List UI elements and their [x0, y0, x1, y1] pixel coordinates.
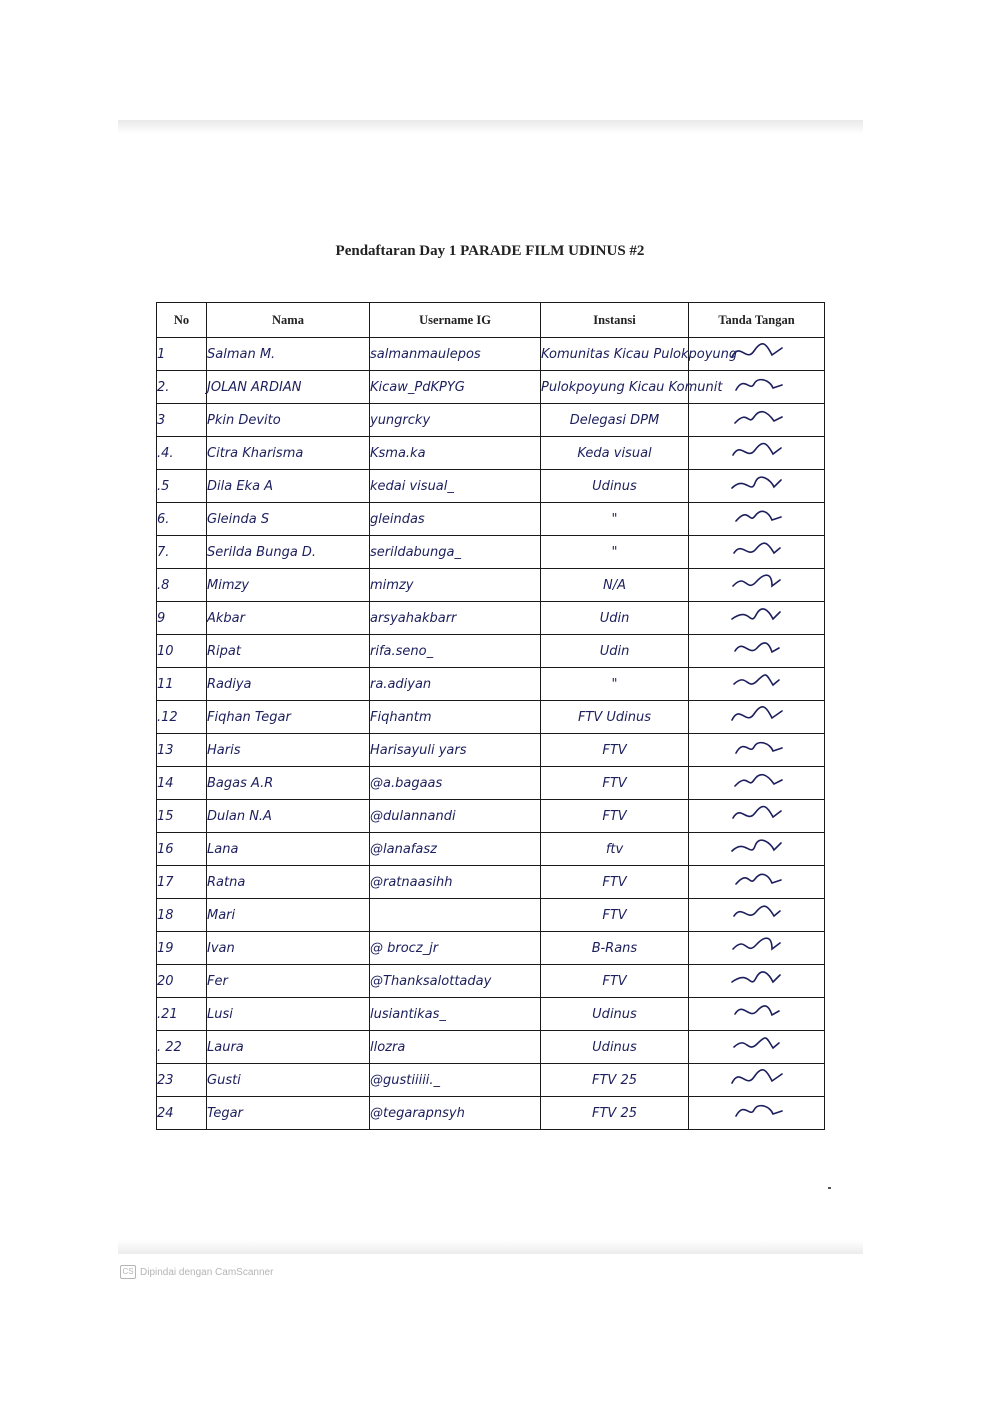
row-instansi: FTV [541, 965, 689, 998]
row-instansi: Pulokpoyung Kicau Komunit [541, 371, 689, 404]
row-username-ig: @a.bagaas [370, 767, 541, 800]
row-number: 17 [157, 866, 207, 899]
table-row [157, 536, 825, 569]
scan-edge-top [118, 120, 863, 134]
row-name: Fiqhan Tegar [207, 701, 370, 734]
signature-scribble [722, 900, 792, 926]
row-instansi: Udinus [541, 1031, 689, 1064]
row-number: 20 [157, 965, 207, 998]
table-row [157, 965, 825, 998]
row-number: .12 [157, 701, 207, 734]
row-signature [689, 899, 825, 932]
row-name: Laura [207, 1031, 370, 1064]
signature-scribble [722, 834, 792, 860]
row-instansi: FTV 25 [541, 1097, 689, 1130]
signature-scribble [722, 702, 792, 728]
row-name: Ripat [207, 635, 370, 668]
table-row [157, 371, 825, 404]
signature-scribble [722, 933, 792, 959]
signature-scribble [722, 339, 792, 365]
column-header-instansi: Instansi [541, 303, 689, 338]
row-signature [689, 437, 825, 470]
table-row [157, 1031, 825, 1064]
row-username-ig: @ratnaasihh [370, 866, 541, 899]
row-name: Mimzy [207, 569, 370, 602]
document-title: Pendaftaran Day 1 PARADE FILM UDINUS #2 [335, 243, 645, 259]
row-number: 19 [157, 932, 207, 965]
signature-scribble [722, 438, 792, 464]
row-number: .5 [157, 470, 207, 503]
row-number: 23 [157, 1064, 207, 1097]
row-username-ig: mimzy [370, 569, 541, 602]
row-number: 1 [157, 338, 207, 371]
signature-scribble [722, 603, 792, 629]
row-instansi: Udinus [541, 998, 689, 1031]
signature-scribble [722, 999, 792, 1025]
row-instansi: FTV [541, 899, 689, 932]
row-signature [689, 635, 825, 668]
row-instansi: N/A [541, 569, 689, 602]
row-username-ig: Harisayuli yars [370, 734, 541, 767]
row-instansi: FTV 25 [541, 1064, 689, 1097]
row-signature [689, 800, 825, 833]
signature-scribble [722, 1065, 792, 1091]
row-name: Akbar [207, 602, 370, 635]
row-name: Mari [207, 899, 370, 932]
table-row [157, 668, 825, 701]
signature-scribble [722, 570, 792, 596]
row-username-ig: Kicaw_PdKPYG [370, 371, 541, 404]
row-signature [689, 1097, 825, 1130]
row-username-ig: Fiqhantm [370, 701, 541, 734]
table-row [157, 1064, 825, 1097]
row-signature [689, 734, 825, 767]
signature-scribble [722, 867, 792, 893]
table-row [157, 998, 825, 1031]
row-username-ig: @gustiiiii._ [370, 1064, 541, 1097]
row-number: 16 [157, 833, 207, 866]
signature-scribble [722, 1098, 792, 1124]
row-instansi: Udin [541, 635, 689, 668]
signature-scribble [722, 471, 792, 497]
row-signature [689, 602, 825, 635]
row-name: Lana [207, 833, 370, 866]
table-row [157, 470, 825, 503]
signature-scribble [722, 1032, 792, 1058]
table-row [157, 833, 825, 866]
table-row [157, 602, 825, 635]
row-username-ig: serildabunga_ [370, 536, 541, 569]
row-instansi: " [541, 503, 689, 536]
row-number: 18 [157, 899, 207, 932]
row-instansi: Udin [541, 602, 689, 635]
row-number: 6. [157, 503, 207, 536]
row-number: 3 [157, 404, 207, 437]
row-username-ig: ra.adiyan [370, 668, 541, 701]
row-username-ig: salmanmaulepos [370, 338, 541, 371]
row-name: Salman M. [207, 338, 370, 371]
table-row [157, 767, 825, 800]
registration-table [156, 302, 825, 1130]
row-number: 10 [157, 635, 207, 668]
row-username-ig: rifa.seno_ [370, 635, 541, 668]
row-name: JOLAN ARDIAN [207, 371, 370, 404]
row-number: 11 [157, 668, 207, 701]
signature-scribble [722, 669, 792, 695]
row-instansi: Keda visual [541, 437, 689, 470]
row-number: 14 [157, 767, 207, 800]
row-username-ig: yungrcky [370, 404, 541, 437]
table-row [157, 932, 825, 965]
table-row [157, 635, 825, 668]
row-name: Bagas A.R [207, 767, 370, 800]
column-header-nama: Nama [207, 303, 370, 338]
row-name: Citra Kharisma [207, 437, 370, 470]
row-username-ig: arsyahakbarr [370, 602, 541, 635]
signature-scribble [722, 405, 792, 431]
row-signature [689, 767, 825, 800]
row-instansi: " [541, 536, 689, 569]
row-instansi: ftv [541, 833, 689, 866]
table-row [157, 437, 825, 470]
row-name: Gusti [207, 1064, 370, 1097]
row-name: Dulan N.A [207, 800, 370, 833]
row-username-ig: @lanafasz [370, 833, 541, 866]
signature-scribble [722, 372, 792, 398]
table-row [157, 866, 825, 899]
table-body [157, 338, 825, 1130]
row-number: 9 [157, 602, 207, 635]
row-name: Pkin Devito [207, 404, 370, 437]
table-row [157, 1097, 825, 1130]
row-name: Tegar [207, 1097, 370, 1130]
row-signature [689, 536, 825, 569]
row-instansi: FTV [541, 800, 689, 833]
row-instansi: " [541, 668, 689, 701]
row-username-ig: @dulannandi [370, 800, 541, 833]
row-instansi: Komunitas Kicau Pulokpoyung [541, 338, 689, 371]
row-number: 7. [157, 536, 207, 569]
row-name: Fer [207, 965, 370, 998]
row-name: Radiya [207, 668, 370, 701]
row-signature [689, 569, 825, 602]
row-username-ig: @ brocz_jr [370, 932, 541, 965]
row-signature [689, 998, 825, 1031]
row-number: 15 [157, 800, 207, 833]
signature-scribble [722, 768, 792, 794]
table-row [157, 503, 825, 536]
row-instansi: Delegasi DPM [541, 404, 689, 437]
camscanner-text: Dipindai dengan CamScanner [140, 1266, 274, 1278]
row-signature [689, 668, 825, 701]
row-signature [689, 404, 825, 437]
signature-scribble [722, 504, 792, 530]
row-name: Lusi [207, 998, 370, 1031]
row-signature [689, 965, 825, 998]
row-username-ig: kedai visual_ [370, 470, 541, 503]
signature-scribble [722, 966, 792, 992]
column-header-tanda-tangan: Tanda Tangan [689, 303, 825, 338]
row-number: 2. [157, 371, 207, 404]
row-username-ig: llozra [370, 1031, 541, 1064]
table-header-row [157, 303, 825, 338]
row-username-ig [370, 899, 541, 932]
row-instansi: FTV [541, 767, 689, 800]
row-number: .8 [157, 569, 207, 602]
signature-scribble [722, 537, 792, 563]
scan-edge-bottom [118, 1240, 863, 1254]
table-row [157, 734, 825, 767]
row-number: 24 [157, 1097, 207, 1130]
row-username-ig: Ksma.ka [370, 437, 541, 470]
row-username-ig: gleindas [370, 503, 541, 536]
row-name: Gleinda S [207, 503, 370, 536]
column-header-no: No [157, 303, 207, 338]
signature-scribble [722, 735, 792, 761]
camscanner-watermark [120, 1265, 273, 1279]
row-instansi: FTV [541, 734, 689, 767]
row-instansi: FTV [541, 866, 689, 899]
signature-scribble [722, 801, 792, 827]
row-name: Ratna [207, 866, 370, 899]
row-instansi: B-Rans [541, 932, 689, 965]
row-username-ig: @Thanksalottaday [370, 965, 541, 998]
row-signature [689, 866, 825, 899]
row-signature [689, 470, 825, 503]
table-row [157, 800, 825, 833]
table-row [157, 338, 825, 371]
row-name: Serilda Bunga D. [207, 536, 370, 569]
row-signature [689, 503, 825, 536]
row-name: Dila Eka A [207, 470, 370, 503]
table-row [157, 701, 825, 734]
row-name: Haris [207, 734, 370, 767]
row-username-ig: lusiantikas_ [370, 998, 541, 1031]
table-row [157, 899, 825, 932]
row-username-ig: @tegarapnsyh [370, 1097, 541, 1130]
row-number: . 22 [157, 1031, 207, 1064]
row-number: 13 [157, 734, 207, 767]
scan-speck [828, 1187, 831, 1189]
column-header-username-ig: Username IG [370, 303, 541, 338]
signature-scribble [722, 636, 792, 662]
row-signature [689, 701, 825, 734]
row-instansi: FTV Udinus [541, 701, 689, 734]
row-signature [689, 833, 825, 866]
row-instansi: Udinus [541, 470, 689, 503]
table-row [157, 569, 825, 602]
row-name: Ivan [207, 932, 370, 965]
table-row [157, 404, 825, 437]
row-signature [689, 932, 825, 965]
camscanner-logo: CS [120, 1265, 136, 1279]
row-number: .21 [157, 998, 207, 1031]
row-signature [689, 1064, 825, 1097]
row-signature [689, 1031, 825, 1064]
row-number: .4. [157, 437, 207, 470]
